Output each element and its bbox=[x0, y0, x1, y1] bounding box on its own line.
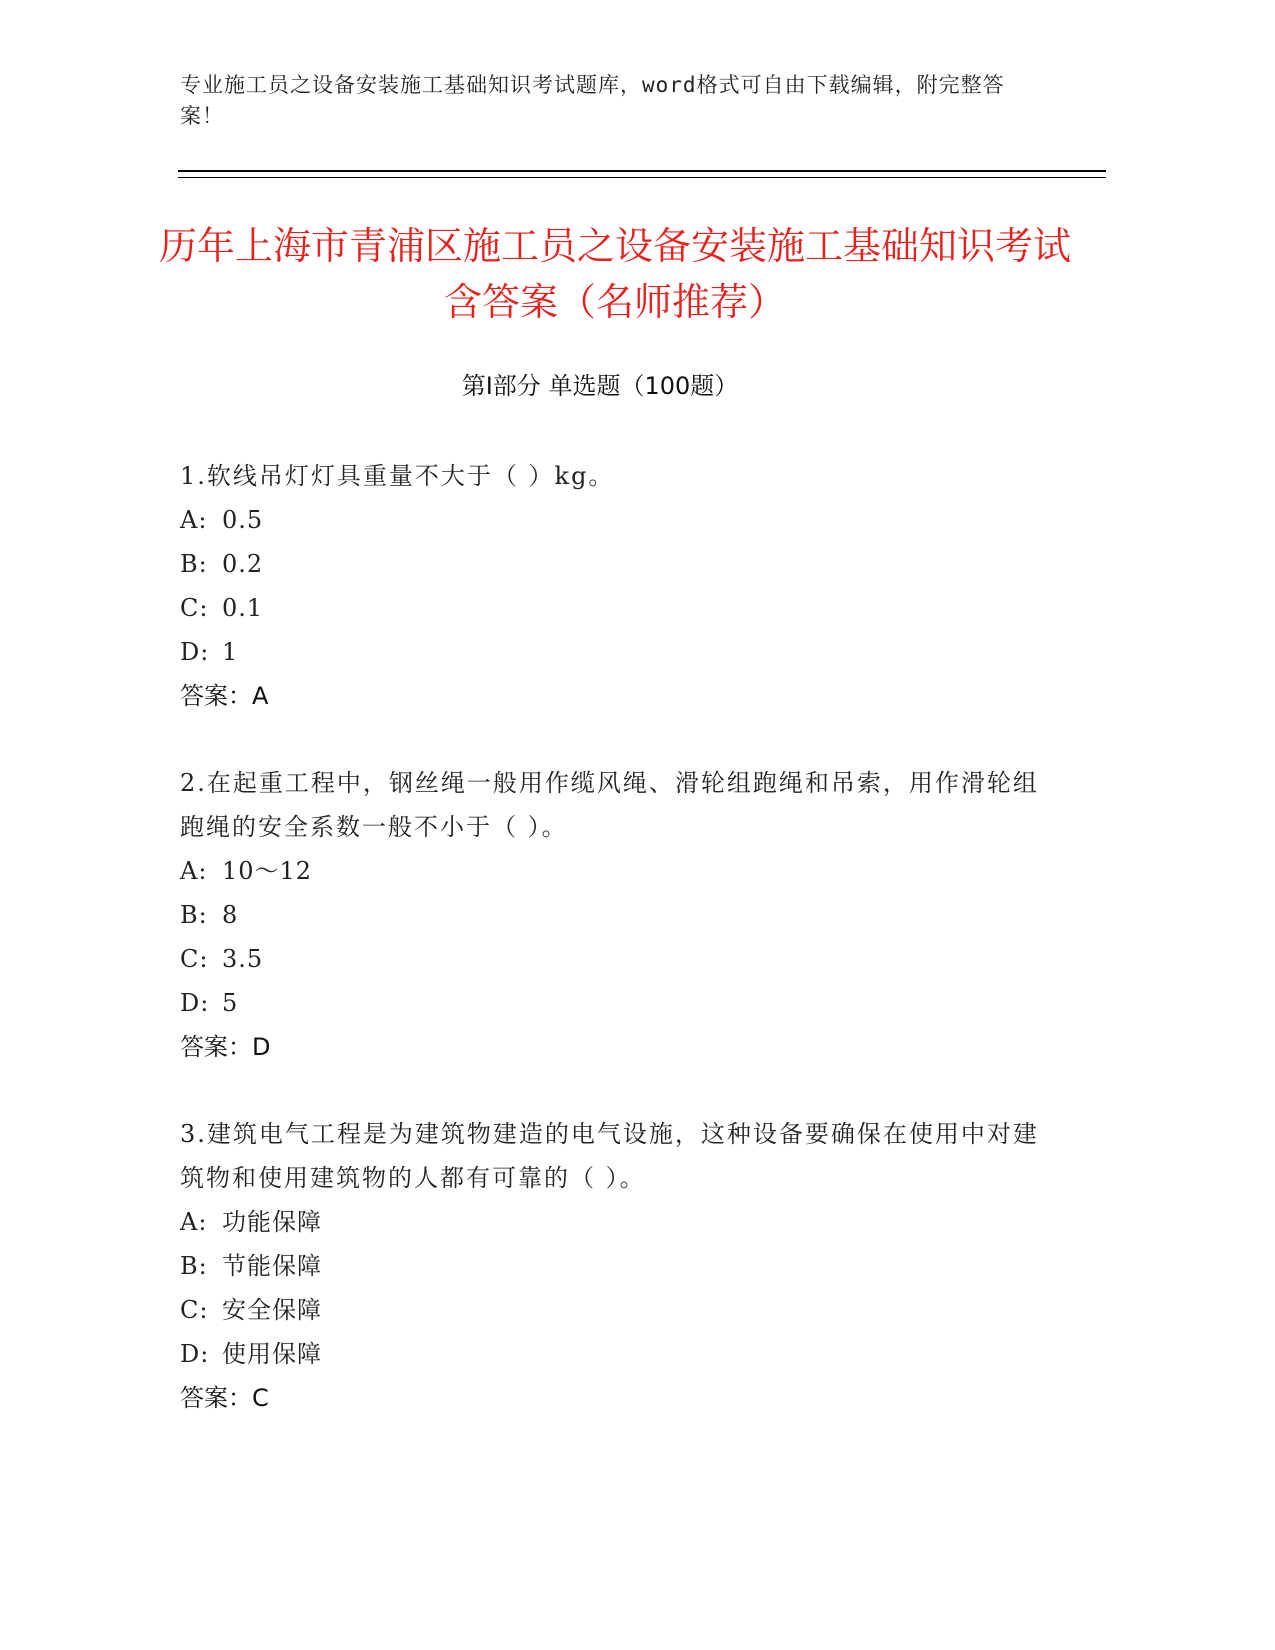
option-text: 10～12 bbox=[222, 857, 313, 885]
header-divider-thick bbox=[178, 170, 1106, 172]
header-divider-thin bbox=[178, 177, 1106, 178]
option-b bbox=[180, 1244, 1040, 1288]
option-c bbox=[180, 937, 1040, 981]
option-a bbox=[180, 1200, 1040, 1244]
option-a bbox=[180, 849, 1040, 893]
option-d bbox=[180, 1332, 1040, 1376]
option-letter: A: bbox=[180, 1208, 208, 1236]
option-b bbox=[180, 893, 1040, 937]
option-b bbox=[180, 542, 1040, 586]
question-1 bbox=[180, 454, 1040, 718]
question-stem: 2.在起重工程中，钢丝绳一般用作缆风绳、滑轮组跑绳和吊索，用作滑轮组跑绳的安全系数一般不小于（ ）。 bbox=[180, 769, 1039, 841]
option-letter: C: bbox=[180, 594, 209, 622]
question-2 bbox=[180, 761, 1040, 1069]
option-text: 0.1 bbox=[222, 594, 264, 622]
option-letter: B: bbox=[180, 550, 208, 578]
option-text: 0.2 bbox=[222, 550, 264, 578]
question-3 bbox=[180, 1112, 1040, 1420]
option-c bbox=[180, 586, 1040, 630]
option-letter: D: bbox=[180, 638, 210, 666]
question-stem: 3.建筑电气工程是为建筑物建造的电气设施，这种设备要确保在使用中对建筑物和使用建筑物的人都有可靠的（ ）。 bbox=[180, 1120, 1039, 1192]
option-letter: C: bbox=[180, 945, 209, 973]
answer-line: 答案：D bbox=[180, 1033, 271, 1061]
option-text: 功能保障 bbox=[222, 1208, 322, 1236]
option-letter: B: bbox=[180, 901, 208, 929]
option-letter: D: bbox=[180, 1340, 210, 1368]
option-letter: B: bbox=[180, 1252, 208, 1280]
option-text: 节能保障 bbox=[222, 1252, 322, 1280]
option-text: 5 bbox=[222, 989, 239, 1017]
option-text: 0.5 bbox=[222, 506, 264, 534]
question-stem: 1.软线吊灯灯具重量不大于（ ）kg。 bbox=[180, 462, 615, 490]
option-text: 3.5 bbox=[222, 945, 264, 973]
answer-line: 答案：C bbox=[180, 1384, 269, 1412]
header-note: 专业施工员之设备安装施工基础知识考试题库，word格式可自由下载编辑，附完整答案！ bbox=[180, 73, 1005, 128]
option-text: 1 bbox=[222, 638, 239, 666]
option-text: 8 bbox=[222, 901, 239, 929]
option-letter: D: bbox=[180, 989, 210, 1017]
option-text: 安全保障 bbox=[222, 1296, 322, 1324]
option-d bbox=[180, 981, 1040, 1025]
option-d bbox=[180, 630, 1040, 674]
option-letter: A: bbox=[180, 506, 208, 534]
question-list bbox=[180, 454, 1040, 1463]
option-letter: A: bbox=[180, 857, 208, 885]
option-a bbox=[180, 498, 1040, 542]
option-text: 使用保障 bbox=[222, 1340, 322, 1368]
section-title: 第Ⅰ部分 单选题（100题） bbox=[461, 372, 739, 400]
answer-line: 答案：A bbox=[180, 682, 269, 710]
option-c bbox=[180, 1288, 1040, 1332]
option-letter: C: bbox=[180, 1296, 209, 1324]
document-title: 历年上海市青浦区施工员之设备安装施工基础知识考试含答案（名师推荐） bbox=[158, 224, 1071, 324]
